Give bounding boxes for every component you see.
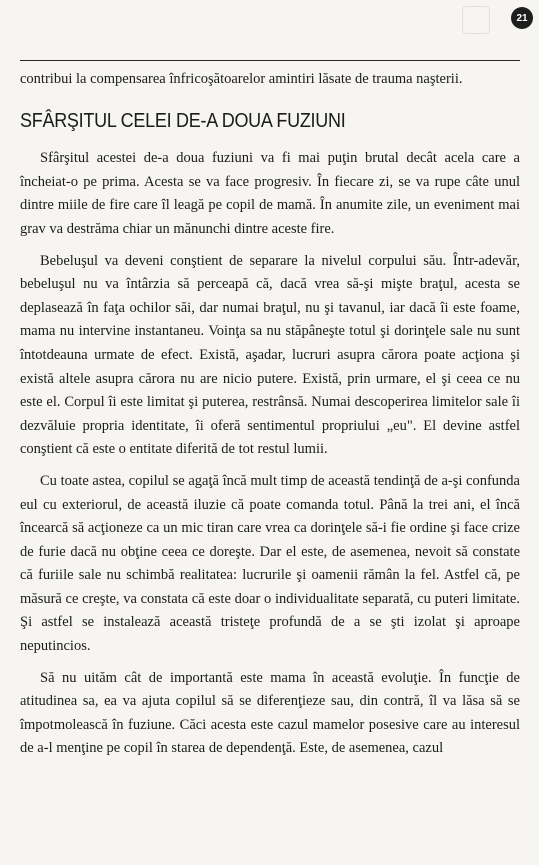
body-paragraph-4: Să nu uităm cât de importantă este mama în această evoluţie. În funcţie de atitudinea sa, ea va ajuta copilul să se diferenţieze sau, din contră, îl va lăsa să se împotmolească în fuziune. Căci acesta este cazul mamelor posesive care au interesul de a-l menţine pe copil în starea de dependenţă. Este, de asemenea, cazul [20,669,520,757]
body-paragraph-2: Bebeluşul va deveni conştient de separare la nivelul corpului său. Într-adevăr, bebeluşul nu va întârzia să perceapă că, dacă vrea să-şi mişte braţul, acesta se deplasează în faţa ochilor săi, dar numai braţul, nu şi tavanul, iar dacă îi este foame, mama nu intervine instantaneu. Voinţa sa nu stăpâneşte totul şi dorinţele sale nu sunt întotdeauna urmate de efect. Există, aşadar, lucruri asupra cărora poate acţiona şi există altele asupra cărora nu are nicio putere. Există, prin urmare, el şi ceea ce nu este el. Corpul îi este limitat şi puterea, restrânsă. Numai descoperirea limitelor sale îi dezvăluie propria identitate, îi oferă sentimentul propriului „eu". El devine astfel conştient că este o entitate diferită de tot restul lumii. [20,252,520,458]
page-number-badge: 21 [511,7,533,29]
section-heading: SFÂRŞITUL CELEI DE-A DOUA FUZIUNI [20,109,346,132]
page-body [20,68,520,761]
header-bleed-through [300,8,450,38]
header-rule [20,60,520,61]
body-paragraph-3: Cu toate astea, copilul se agaţă încă mult timp de această tendinţă de a-şi confunda eul cu exteriorul, de această iluzie că poate comanda totul. Până la trei ani, el încă încearcă să acţioneze ca un mic tiran care vrea ca dorinţele să-i fie ordine şi face crize de furie dacă nu obţine ceea ce doreşte. Dar el este, de asemenea, nevoit să constate că furiile sale nu schimbă realitatea: lucrurile şi oamenii rămân la fel. Astfel că, pe măsură ce creşte, va constata că este doar o individualitate separată, cu puteri limitate. Şi astfel se instalează această tristeţe profundă de a se şti izolat şi aproape neputincios. [20,472,520,655]
intro-paragraph: contribui la compensarea înfricoşătoarelor amintiri lăsate de trauma naşterii. [20,71,463,87]
header-ornament-icon [462,6,490,34]
body-paragraph-1: Sfârşitul acestei de-a doua fuziuni va fi mai puţin brutal decât acela care a încheiat-o pe prima. Acesta se va face progresiv. În fiecare zi, se va rupe câte unul dintre miile de fire care îl leagă pe copil de mamă. În anumite zile, un eveniment mai grav va destrăma chiar un mănunchi dintre aceste fire. [20,150,520,237]
